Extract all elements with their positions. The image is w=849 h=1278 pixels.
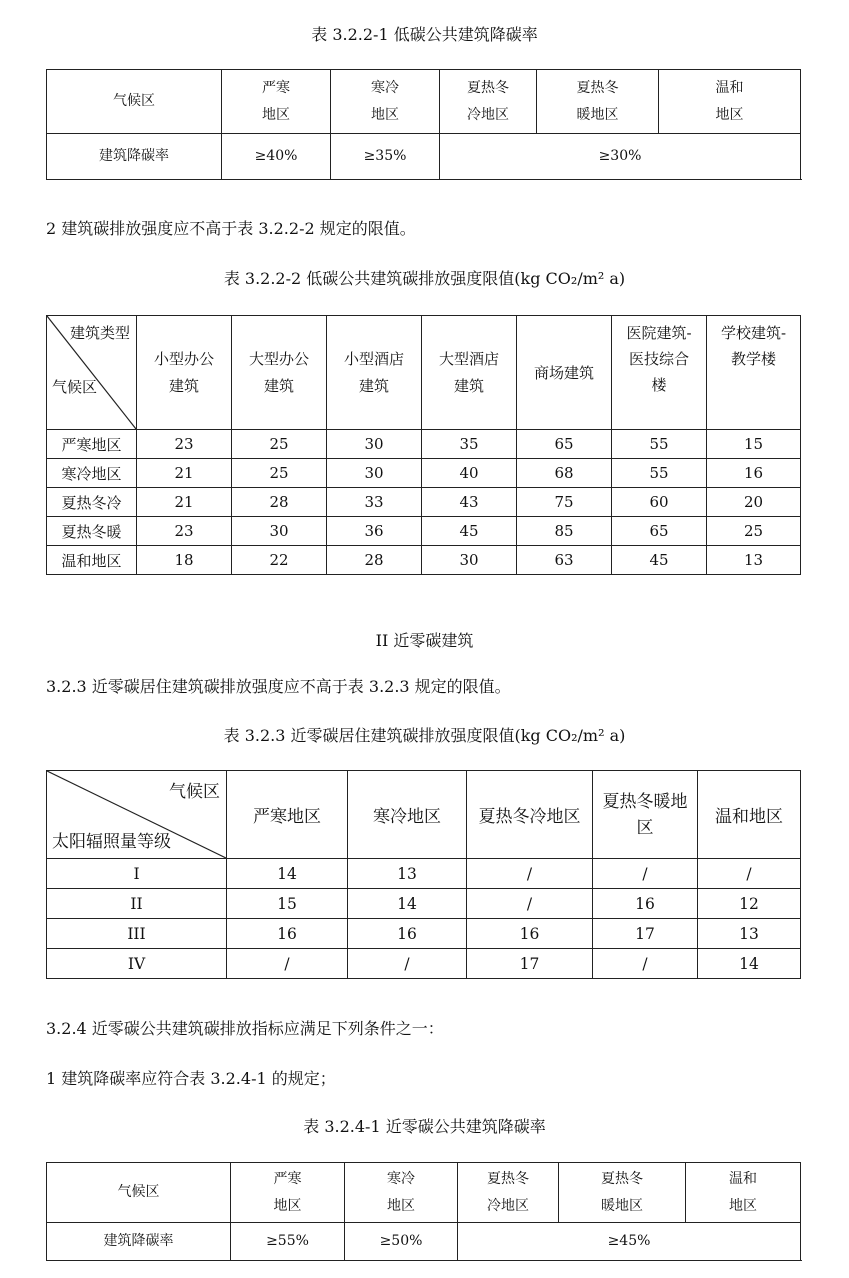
column-header: 商场建筑	[517, 316, 612, 430]
column-header: 温和 地区	[659, 70, 801, 134]
paragraph: 2 建筑碳排放强度应不高于表 3.2.2-2 规定的限值。	[46, 219, 416, 238]
corner-bottom-label: 气候区	[52, 378, 98, 396]
table-cell: 17	[467, 949, 593, 979]
table-cell: 55	[612, 430, 707, 459]
table-cell: 30	[232, 517, 327, 546]
table-cell: ≥45%	[458, 1223, 801, 1261]
table-cell: 30	[327, 430, 422, 459]
table-cell: 28	[327, 546, 422, 575]
table-row	[47, 889, 801, 919]
table-row	[47, 949, 801, 979]
table-cell: 35	[422, 430, 517, 459]
table-cell: 16	[227, 919, 348, 949]
paragraph: 3.2.4 近零碳公共建筑碳排放指标应满足下列条件之一：	[46, 1019, 444, 1038]
table-cell: 36	[327, 517, 422, 546]
column-header: 严寒 地区	[222, 70, 331, 134]
column-header: 医院建筑- 医技综合 楼	[612, 316, 707, 430]
column-header: 温和 地区	[686, 1163, 801, 1223]
table-cell: 13	[698, 919, 801, 949]
column-header: 夏热冬冷地区	[467, 771, 593, 859]
table-cell: 25	[707, 517, 801, 546]
table-cell: 16	[348, 919, 467, 949]
table-row	[47, 488, 801, 517]
row-label: 建筑降碳率	[47, 134, 222, 180]
column-header: 大型办公 建筑	[232, 316, 327, 430]
corner-cell	[47, 771, 227, 859]
table-cell: 18	[137, 546, 232, 575]
column-header: 温和地区	[698, 771, 801, 859]
corner-top-label: 建筑类型	[69, 324, 130, 342]
table-cell: 15	[707, 430, 801, 459]
table-cell: 23	[137, 430, 232, 459]
row-label: 建筑降碳率	[47, 1223, 231, 1261]
column-header: 夏热冬 暖地区	[537, 70, 659, 134]
table-3221-caption: 表 3.2.2-1 低碳公共建筑降碳率	[311, 25, 538, 44]
table-cell: /	[698, 859, 801, 889]
table-cell: /	[593, 949, 698, 979]
column-header: 夏热冬暖地 区	[593, 771, 698, 859]
table-cell: 28	[232, 488, 327, 517]
table-cell: 14	[698, 949, 801, 979]
table-cell: 30	[327, 459, 422, 488]
paragraph: 1 建筑降碳率应符合表 3.2.4-1 的规定；	[46, 1069, 336, 1088]
column-header: 严寒地区	[227, 771, 348, 859]
table-cell: /	[467, 859, 593, 889]
table-cell: 13	[707, 546, 801, 575]
table-cell: 43	[422, 488, 517, 517]
table-cell: 63	[517, 546, 612, 575]
table-cell: 60	[612, 488, 707, 517]
column-header: 夏热冬 冷地区	[458, 1163, 559, 1223]
table-cell: /	[227, 949, 348, 979]
table-row	[47, 546, 801, 575]
table-cell: 15	[227, 889, 348, 919]
table-cell: 16	[707, 459, 801, 488]
table-cell: 22	[232, 546, 327, 575]
row-label: 寒冷地区	[47, 459, 137, 488]
column-header: 小型酒店 建筑	[327, 316, 422, 430]
column-header: 大型酒店 建筑	[422, 316, 517, 430]
table-cell: 40	[422, 459, 517, 488]
column-header: 小型办公 建筑	[137, 316, 232, 430]
row-label: IV	[47, 949, 227, 979]
table-cell: 16	[467, 919, 593, 949]
corner-cell	[47, 316, 137, 430]
column-header: 寒冷 地区	[345, 1163, 458, 1223]
table-cell: 55	[612, 459, 707, 488]
table-cell: ≥35%	[331, 134, 440, 180]
table-cell: 68	[517, 459, 612, 488]
table-row	[47, 459, 801, 488]
column-header: 寒冷地区	[348, 771, 467, 859]
table-cell: ≥40%	[222, 134, 331, 180]
table-cell: 65	[612, 517, 707, 546]
table-cell: ≥50%	[345, 1223, 458, 1261]
table-cell: 13	[348, 859, 467, 889]
row-label: 温和地区	[47, 546, 137, 575]
table-cell: 12	[698, 889, 801, 919]
column-header: 夏热冬 冷地区	[440, 70, 537, 134]
table-cell: ≥30%	[440, 134, 801, 180]
table-cell: 45	[612, 546, 707, 575]
corner-cell: 气候区	[47, 1163, 231, 1223]
table-3241	[46, 1162, 801, 1261]
table-cell: 21	[137, 488, 232, 517]
table-row	[47, 859, 801, 889]
table-cell: /	[467, 889, 593, 919]
corner-top-label: 气候区	[169, 782, 220, 802]
table-cell: 25	[232, 430, 327, 459]
table-cell: ≥55%	[231, 1223, 345, 1261]
section-heading: II 近零碳建筑	[375, 631, 474, 650]
row-label: II	[47, 889, 227, 919]
table-cell: 23	[137, 517, 232, 546]
table-row	[47, 430, 801, 459]
table-cell: 30	[422, 546, 517, 575]
table-cell: 85	[517, 517, 612, 546]
column-header: 学校建筑- 教学楼	[707, 316, 801, 430]
paragraph: 3.2.3 近零碳居住建筑碳排放强度应不高于表 3.2.3 规定的限值。	[46, 677, 511, 696]
table-3221	[46, 69, 801, 180]
table-3241-caption: 表 3.2.4-1 近零碳公共建筑降碳率	[303, 1117, 546, 1136]
row-label: III	[47, 919, 227, 949]
row-label: 严寒地区	[47, 430, 137, 459]
column-header: 严寒 地区	[231, 1163, 345, 1223]
table-cell: /	[348, 949, 467, 979]
row-label: 夏热冬暖	[47, 517, 137, 546]
column-header: 夏热冬 暖地区	[559, 1163, 686, 1223]
table-cell: 33	[327, 488, 422, 517]
table-cell: 75	[517, 488, 612, 517]
table-cell: 17	[593, 919, 698, 949]
table-cell: 45	[422, 517, 517, 546]
table-cell: 16	[593, 889, 698, 919]
table-3222-caption: 表 3.2.2-2 低碳公共建筑碳排放强度限值(kg CO₂/m² a)	[223, 269, 626, 288]
table-323-caption: 表 3.2.3 近零碳居住建筑碳排放强度限值(kg CO₂/m² a)	[223, 726, 626, 745]
table-3222	[46, 315, 801, 575]
row-label: I	[47, 859, 227, 889]
table-cell: 14	[227, 859, 348, 889]
table-cell: 65	[517, 430, 612, 459]
table-row	[47, 517, 801, 546]
row-label: 夏热冬冷	[47, 488, 137, 517]
table-cell: 14	[348, 889, 467, 919]
corner-cell: 气候区	[47, 70, 222, 134]
table-cell: 25	[232, 459, 327, 488]
corner-bottom-label: 太阳辐照量等级	[52, 832, 171, 852]
table-row	[47, 919, 801, 949]
column-header: 寒冷 地区	[331, 70, 440, 134]
table-cell: 21	[137, 459, 232, 488]
table-cell: /	[593, 859, 698, 889]
table-323	[46, 770, 801, 979]
table-cell: 20	[707, 488, 801, 517]
